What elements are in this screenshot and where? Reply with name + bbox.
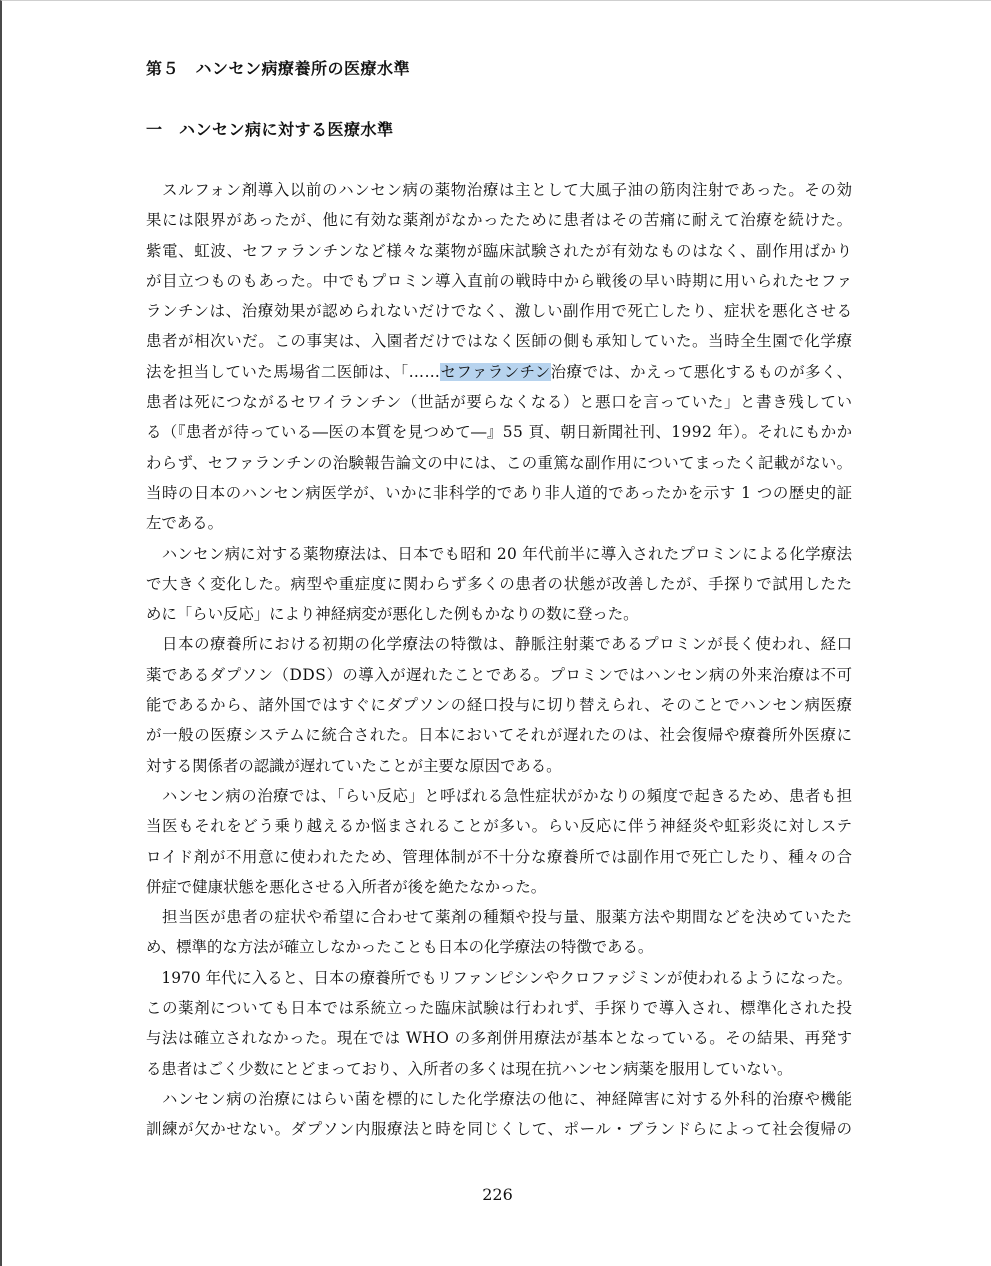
text-line: が目立つものもあった。中でもプロミン導入直前の戦時中から戦後の早い時期に用いられたセファ xyxy=(146,271,853,290)
text-line: わらず、セファランチンの治験報告論文の中には、この重篤な副作用についてまったく記載がない。 xyxy=(146,453,853,472)
text-line: めに「らい反応」により神経病変が悪化した例もかなりの数に登った。 xyxy=(146,605,639,624)
text-line: 日本の療養所における初期の化学療法の特徴は、静脈注射薬であるプロミンが長く使われ、経口 xyxy=(146,635,853,654)
text-line: 法を担当していた馬場省二医師は、「……セファランチン治療では、かえって悪化するものが多く、 xyxy=(146,362,853,381)
text-line: 担当医が患者の症状や希望に合わせて薬剤の種類や投与量、服薬方法や期間などを決めていたた xyxy=(146,908,853,927)
text-line: 能であるから、諸外国ではすぐにダプソンの経口投与に切り替えられ、そのことでハンセン病医療 xyxy=(146,696,853,715)
text-line: ハンセン病の治療では、「らい反応」と呼ばれる急性症状がかなりの頻度で起きるため、患者も担 xyxy=(146,786,853,805)
text-line: る（『患者が待っている―医の本質を見つめて―』55 頁、朝日新聞社刊、1992 年）。それにもかか xyxy=(146,423,853,442)
text-line: ハンセン病の治療にはらい菌を標的にした化学療法の他に、神経障害に対する外科的治療や機能 xyxy=(146,1089,853,1108)
text-line: 与法は確立されなかった。現在では WHO の多剤併用療法が基本となっている。その結果、再発す xyxy=(146,1029,853,1048)
text-line: 患者は死につながるセワイランチン（世話が要らなくなる）と悪口を言っていた」と書き残してい xyxy=(146,393,853,412)
text-line: 当医もそれをどう乗り越えるか悩まされることが多い。らい反応に伴う神経炎や虹彩炎に対しステ xyxy=(146,817,853,836)
text-line: スルフォン剤導入以前のハンセン病の薬物治療は主として大風子油の筋肉注射であった。その効 xyxy=(146,181,853,199)
text-line: ハンセン病に対する薬物療法は、日本でも昭和 20 年代前半に導入されたプロミンによる化学療法 xyxy=(146,544,853,563)
body-text xyxy=(146,175,856,1145)
text-line: が一般の医療システムに統合された。日本においてそれが遅れたのは、社会復帰や療養所外医療に xyxy=(146,726,853,745)
text-selection-highlight[interactable]: セファランチン xyxy=(440,362,551,381)
text-line: め、標準的な方法が確立しなかったことも日本の化学療法の特徴である。 xyxy=(146,938,654,957)
text-line: 薬であるダプソン（DDS）の導入が遅れたことである。プロミンではハンセン病の外来治療は不可 xyxy=(146,665,853,684)
text-line: この薬剤についても日本では系統立った臨床試験は行われず、手探りで導入され、標準化された投 xyxy=(146,999,853,1018)
text-line: 訓練が欠かせない。ダプソン内服療法と時を同じくして、ポール・ブランドらによって社会復帰の xyxy=(146,1120,853,1139)
text-line: で大きく変化した。病型や重症度に関わらず多くの患者の状態が改善したが、手探りで試用したた xyxy=(146,574,853,593)
text-line: 左である。 xyxy=(146,514,223,533)
chapter-title: 第５ ハンセン病療養所の医療水準 xyxy=(146,59,411,78)
text-line: ランチンは、治療効果が認められないだけでなく、激しい副作用で死亡したり、症状を悪化させる xyxy=(146,302,853,321)
text-line: ロイド剤が不用意に使われたため、管理体制が不十分な療養所では副作用で死亡したり、種々の合 xyxy=(146,847,853,866)
text-line: 果には限界があったが、他に有効な薬剤がなかったために患者はその苦痛に耐えて治療を続けた。 xyxy=(146,211,853,230)
text-line: 併症で健康状態を悪化させる入所者が後を絶たなかった。 xyxy=(146,877,547,896)
text-line: る患者はごく少数にとどまっており、入所者の多くは現在抗ハンセン病薬を服用していない。 xyxy=(146,1059,793,1078)
section-title: 一 ハンセン病に対する医療水準 xyxy=(146,120,394,139)
text-line: 1970 年代に入ると、日本の療養所でもリファンピシンやクロファジミンが使われるようになった。 xyxy=(146,968,853,987)
text-line: 当時の日本のハンセン病医学が、いかに非科学的であり非人道的であったかを示す 1 つの歴史的証 xyxy=(146,483,853,502)
text-line: 対する関係者の認識が遅れていたことが主要な原因である。 xyxy=(146,756,562,775)
text-line: 紫電、虹波、セファランチンなど様々な薬物が臨床試験されたが有効なものはなく、副作用ばかり xyxy=(146,241,853,260)
page-number: 226 xyxy=(482,1185,513,1204)
text-line: 患者が相次いだ。この事実は、入園者だけではなく医師の側も承知していた。当時全生園で化学療 xyxy=(146,332,853,351)
